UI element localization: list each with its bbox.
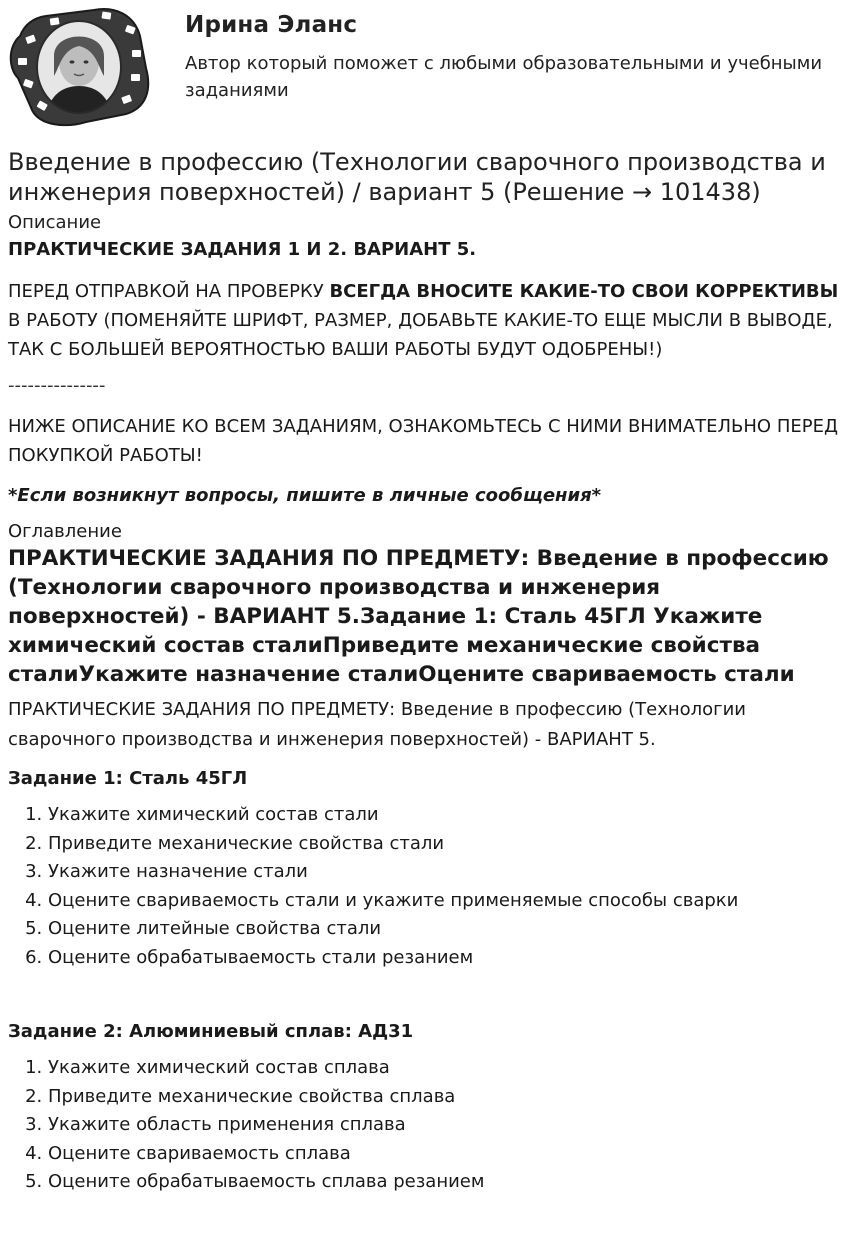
- task-2-title: Задание 2: Алюминиевый сплав: АД31: [8, 1021, 414, 1042]
- page-title: Введение в профессию (Технологии сварочного производства и инженерия поверхностей) / вариант 5 (Решение → 101438): [8, 148, 826, 206]
- warning-text-start: ПЕРЕД ОТПРАВКОЙ НА ПРОВЕРКУ: [8, 281, 330, 302]
- list-item: 2. Приведите механические свойства стали: [48, 830, 843, 859]
- list-item: 5. Оцените обрабатываемость сплава резанием: [48, 1168, 843, 1197]
- author-description: Автор который поможет с любыми образовательными и учебными заданиями: [185, 53, 823, 101]
- list-item: 3. Укажите область применения сплава: [48, 1111, 843, 1140]
- main-content: [8, 147, 843, 1197]
- list-item: 3. Укажите назначение стали: [48, 858, 843, 887]
- list-item: 5. Оцените литейные свойства стали: [48, 915, 843, 944]
- avatar[interactable]: [6, 6, 152, 128]
- author-header: [0, 0, 847, 135]
- notice-paragraph: НИЖЕ ОПИСАНИЕ КО ВСЕМ ЗАДАНИЯМ, ОЗНАКОМЬТЕСЬ С НИМИ ВНИМАТЕЛЬНО ПЕРЕД ПОКУПКОЙ РАБОТЫ!: [8, 416, 839, 466]
- task-1-title: Задание 1: Сталь 45ГЛ: [8, 768, 248, 789]
- task-2-list: [8, 1054, 843, 1197]
- list-item: 1. Укажите химический состав сплава: [48, 1054, 843, 1083]
- questions-note: *Если возникнут вопросы, пишите в личные сообщения*: [8, 485, 602, 506]
- warning-text-end: В РАБОТУ (ПОМЕНЯЙТЕ ШРИФТ, РАЗМЕР, ДОБАВЬТЕ КАКИЕ-ТО ЕЩЕ МЫСЛИ В ВЫВОДЕ, ТАК С БОЛЬШЕЙ ВЕРОЯТНОСТЬЮ ВАШИ РАБОТЫ БУДУТ ОДОБРЕНЫ!): [8, 310, 833, 360]
- toc-heading: ПРАКТИЧЕСКИЕ ЗАДАНИЯ ПО ПРЕДМЕТУ: Введение в профессию (Технологии сварочного производства и инженерия поверхностей) - ВАРИАНТ 5.Задание 1: Сталь 45ГЛ Укажите химический состав сталиПриведите механические свойства сталиУкажите назначение сталиОцените свариваемость стали: [8, 546, 829, 687]
- description-heading: ПРАКТИЧЕСКИЕ ЗАДАНИЯ 1 И 2. ВАРИАНТ 5.: [8, 239, 477, 260]
- list-item: 4. Оцените свариваемость сплава: [48, 1140, 843, 1169]
- list-item: 1. Укажите химический состав стали: [48, 801, 843, 830]
- list-item: 6. Оцените обрабатываемость стали резанием: [48, 944, 843, 973]
- author-name[interactable]: Ирина Эланс: [185, 12, 358, 38]
- description-label: Описание: [8, 212, 102, 233]
- intro-paragraph: ПРАКТИЧЕСКИЕ ЗАДАНИЯ ПО ПРЕДМЕТУ: Введение в профессию (Технологии сварочного производства и инженерия поверхностей) - ВАРИАНТ 5.: [8, 699, 746, 750]
- warning-paragraph: [8, 277, 843, 364]
- task-1-list: [8, 801, 843, 972]
- warning-text-bold: ВСЕГДА ВНОСИТЕ КАКИЕ-ТО СВОИ КОРРЕКТИВЫ: [329, 281, 839, 302]
- divider-dashes: ---------------: [8, 375, 106, 396]
- list-item: 4. Оцените свариваемость стали и укажите применяемые способы сварки: [48, 887, 843, 916]
- author-photo-frame-icon: [6, 6, 152, 128]
- toc-label: Оглавление: [8, 521, 122, 542]
- list-item: 2. Приведите механические свойства сплава: [48, 1083, 843, 1112]
